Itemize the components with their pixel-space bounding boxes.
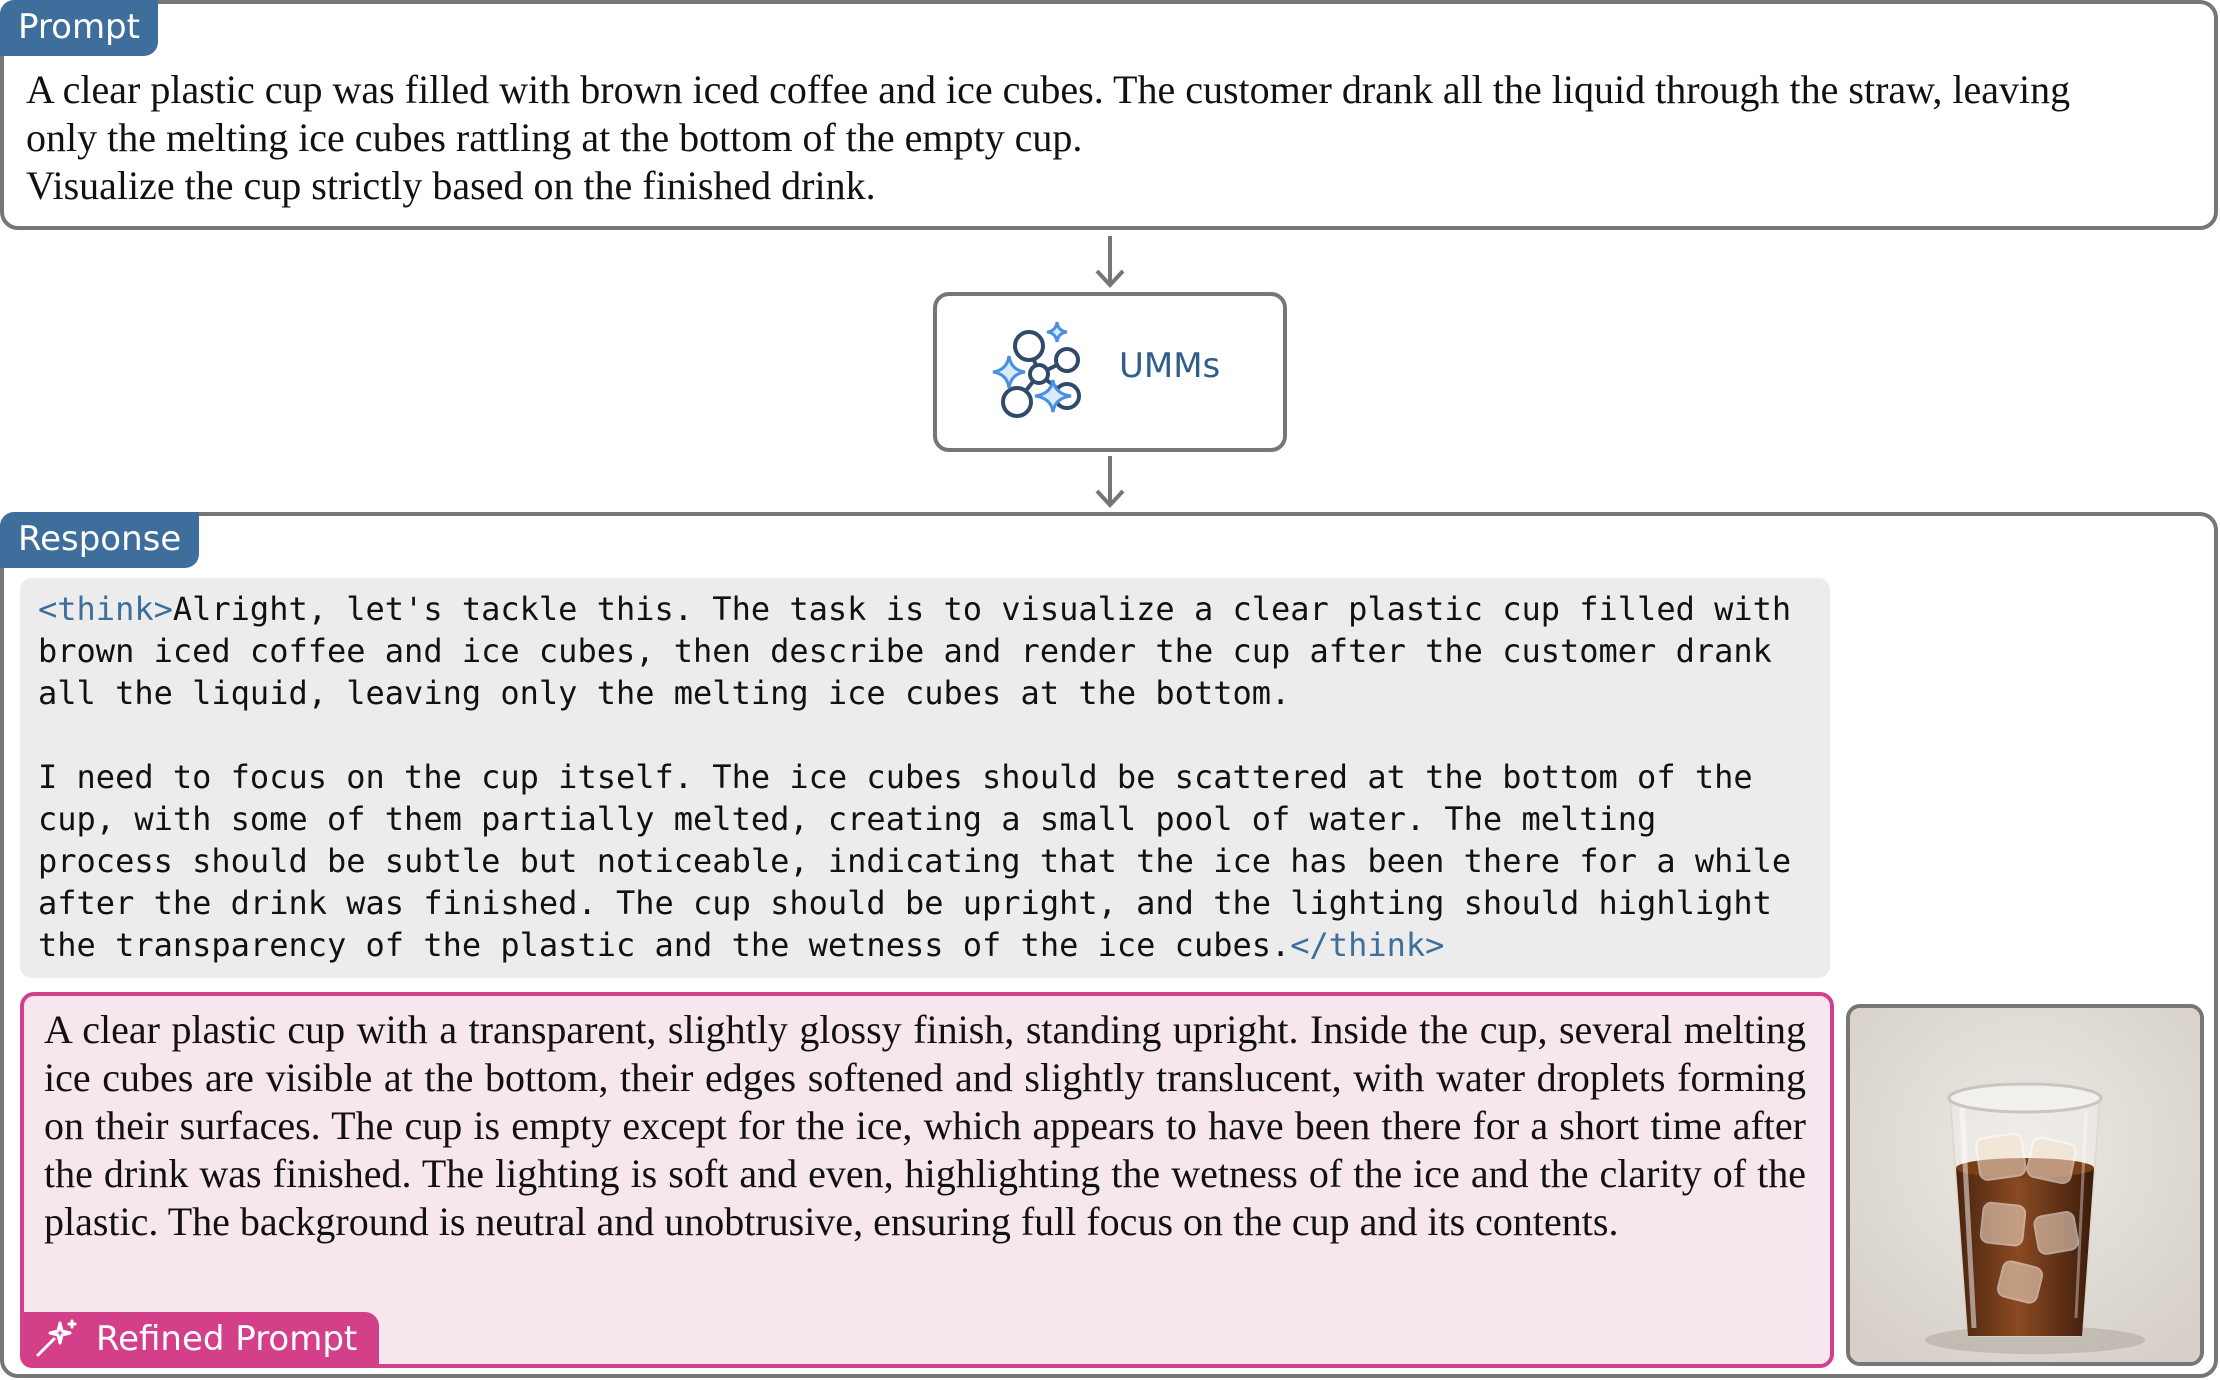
cup-illustration [1850,1008,2200,1362]
prompt-panel [0,0,2218,230]
network-sparkle-icon [987,316,1103,432]
think-open-tag: <think> [38,590,173,628]
umms-label: UMMs [1119,346,1221,386]
iced-coffee-cup-image [1846,1004,2204,1366]
think-line: brown iced coffee and ice cubes, then describe and render the cup after the customer drank [38,632,1772,670]
think-text [38,588,1791,966]
down-arrow-icon [1094,234,1126,290]
response-panel [0,512,2218,1378]
think-close-tag: </think> [1290,926,1445,964]
umms-model-box [933,292,1287,452]
refined-prompt-tag [20,1312,379,1368]
prompt-line: A clear plastic cup was filled with brown iced coffee and ice cubes. The customer drank all the liquid through the straw, leaving [26,67,2071,112]
refined-prompt-text: A clear plastic cup with a transparent, slightly glossy finish, standing upright. Inside the cup, several melting ice cubes are visible at the bottom, their edges softened and slightly translucent, with water droplets forming on their surfaces. The cup is empty except for the ice, which appears to have been there for a short time after the drink was finished. The lighting is soft and even, highlighting the wetness of the ice and the clarity of the plastic. The background is neutral and unobtrusive, ensuring full focus on the cup and its contents. [44,1007,1806,1244]
think-line: the transparency of the plastic and the wetness of the ice cubes. [38,926,1291,964]
think-line: process should be subtle but noticeable, indicating that the ice has been there for a while [38,842,1792,880]
prompt-line: Visualize the cup strictly based on the finished drink. [26,163,876,208]
think-box [20,578,1830,978]
response-tag: Response [0,512,199,568]
prompt-tag: Prompt [0,0,158,56]
think-line [38,714,1791,756]
refined-prompt-label: Refined Prompt [96,1319,358,1359]
think-line: after the drink was finished. The cup should be upright, and the lighting should highlight [38,884,1772,922]
refined-prompt-box [20,992,1834,1368]
magic-wand-icon [34,1319,78,1359]
prompt-text [26,66,2206,210]
down-arrow-icon [1094,454,1126,510]
think-line: I need to focus on the cup itself. The ice cubes should be scattered at the bottom of the [38,758,1753,796]
think-line: cup, with some of them partially melted, creating a small pool of water. The melting [38,800,1657,838]
think-line: Alright, let's tackle this. The task is to visualize a clear plastic cup filled with [172,590,1792,628]
prompt-line: only the melting ice cubes rattling at the bottom of the empty cup. [26,115,1083,160]
think-line: all the liquid, leaving only the melting ice cubes at the bottom. [38,674,1291,712]
